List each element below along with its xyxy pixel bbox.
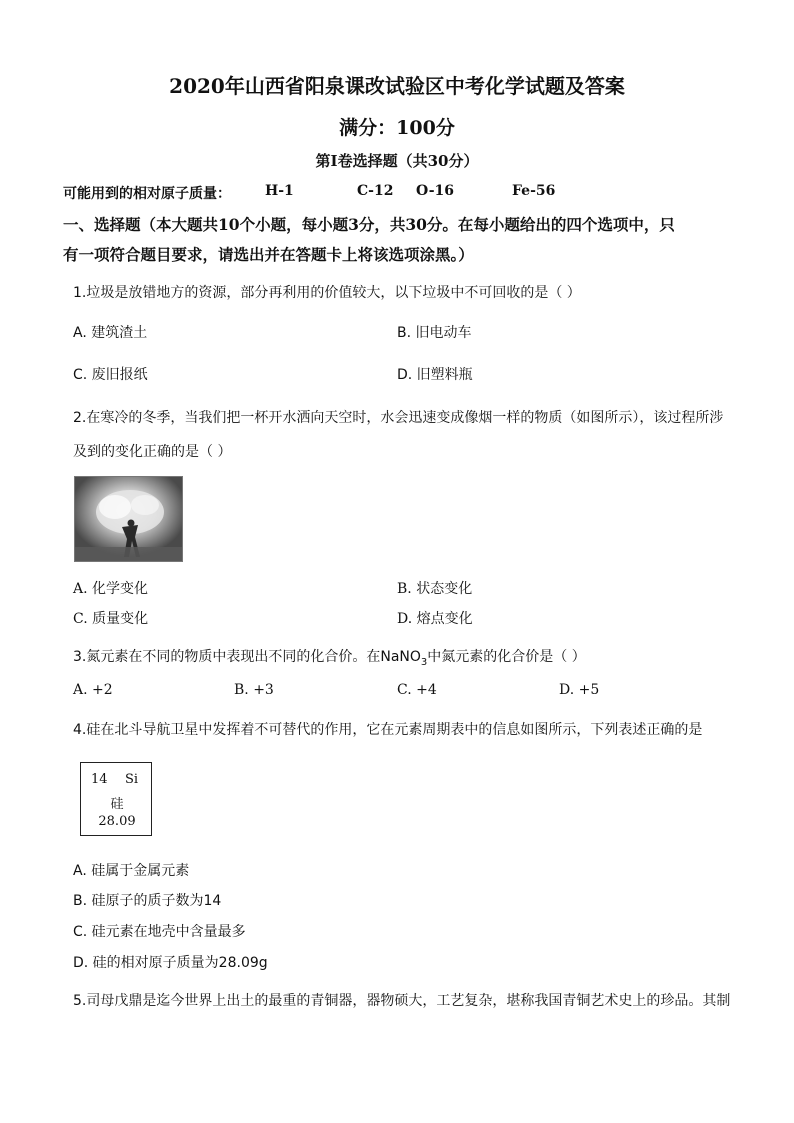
atomic-mass: 28.09 [98,814,136,829]
question-4-option-d: D. 硅的相对原子质量为28.09g [73,955,268,971]
question-2-option-d: D. 熔点变化 [397,611,473,627]
element-symbol: Si [125,772,139,787]
atomic-mass-fe: Fe-56 [512,183,556,199]
question-1-option-d: D. 旧塑料瓶 [397,367,473,383]
question-3-stem [73,646,586,668]
instructions-line-1: 一、选择题（本大题共10个小题，每小题3分，共30分。在每小题给出的四个选项中，只 [63,215,675,234]
full-score: 满分：100分 [339,117,455,139]
boiling-water-photo [74,476,183,562]
question-2-option-c: C. 质量变化 [73,611,149,627]
section-heading: 第Ⅰ卷选择题（共30分） [315,152,479,170]
question-1-option-c: C. 废旧报纸 [73,367,148,383]
question-3-stem-text: 3.氮元素在不同的物质中表现出不同的化合价。在NaNO [73,649,421,665]
question-4-option-b: B. 硅原子的质子数为14 [73,893,222,909]
question-3-option-c: C. +4 [397,682,437,698]
periodic-table-cell-silicon [80,762,152,836]
question-3-option-b: B. +3 [234,682,274,698]
question-5-stem: 5.司母戊鼎是迄今世界上出土的最重的青铜器，器物硕大，工艺复杂，堪称我国青铜艺术史上的珍品。其制 [73,993,731,1009]
question-4-option-c: C. 硅元素在地壳中含量最多 [73,924,246,940]
question-4-stem: 4.硅在北斗导航卫星中发挥着不可替代的作用，它在元素周期表中的信息如图所示，下列表述正确的是 [73,722,703,738]
question-3-subscript: 3 [420,656,428,668]
question-1-option-a: A. 建筑渣土 [73,325,148,341]
question-2-option-a: A. 化学变化 [73,581,149,597]
question-3-stem-text-end: 中氮元素的化合价是（ ） [427,649,586,665]
atomic-mass-h: H-1 [265,183,294,199]
question-1-option-b: B. 旧电动车 [397,325,472,341]
question-4-option-a: A. 硅属于金属元素 [73,863,190,879]
question-2-option-b: B. 状态变化 [397,581,473,597]
page-title: 2020年山西省阳泉课改试验区中考化学试题及答案 [169,74,625,98]
atomic-number: 14 [91,772,108,787]
atomic-mass-c: C-12 [357,183,394,199]
question-2-stem-line-2: 及到的变化正确的是（ ） [73,444,232,460]
question-2-stem-line-1: 2.在寒冷的冬季，当我们把一杯开水洒向天空时，水会迅速变成像烟一样的物质（如图所示），该过程所涉 [73,410,724,426]
instructions-line-2: 有一项符合题目要求，请选出并在答题卡上将该选项涂黑。） [63,245,474,264]
question-3-option-d: D. +5 [559,682,600,698]
atomic-mass-o: O-16 [416,183,455,199]
water-vapor-image [75,477,182,561]
question-3-option-a: A. +2 [73,682,113,698]
question-1-stem: 1.垃圾是放错地方的资源，部分再利用的价值较大，以下垃圾中不可回收的是（ ） [73,285,581,301]
atomic-mass-label: 可能用到的相对原子质量： [63,186,231,202]
element-name: 硅 [110,797,124,812]
